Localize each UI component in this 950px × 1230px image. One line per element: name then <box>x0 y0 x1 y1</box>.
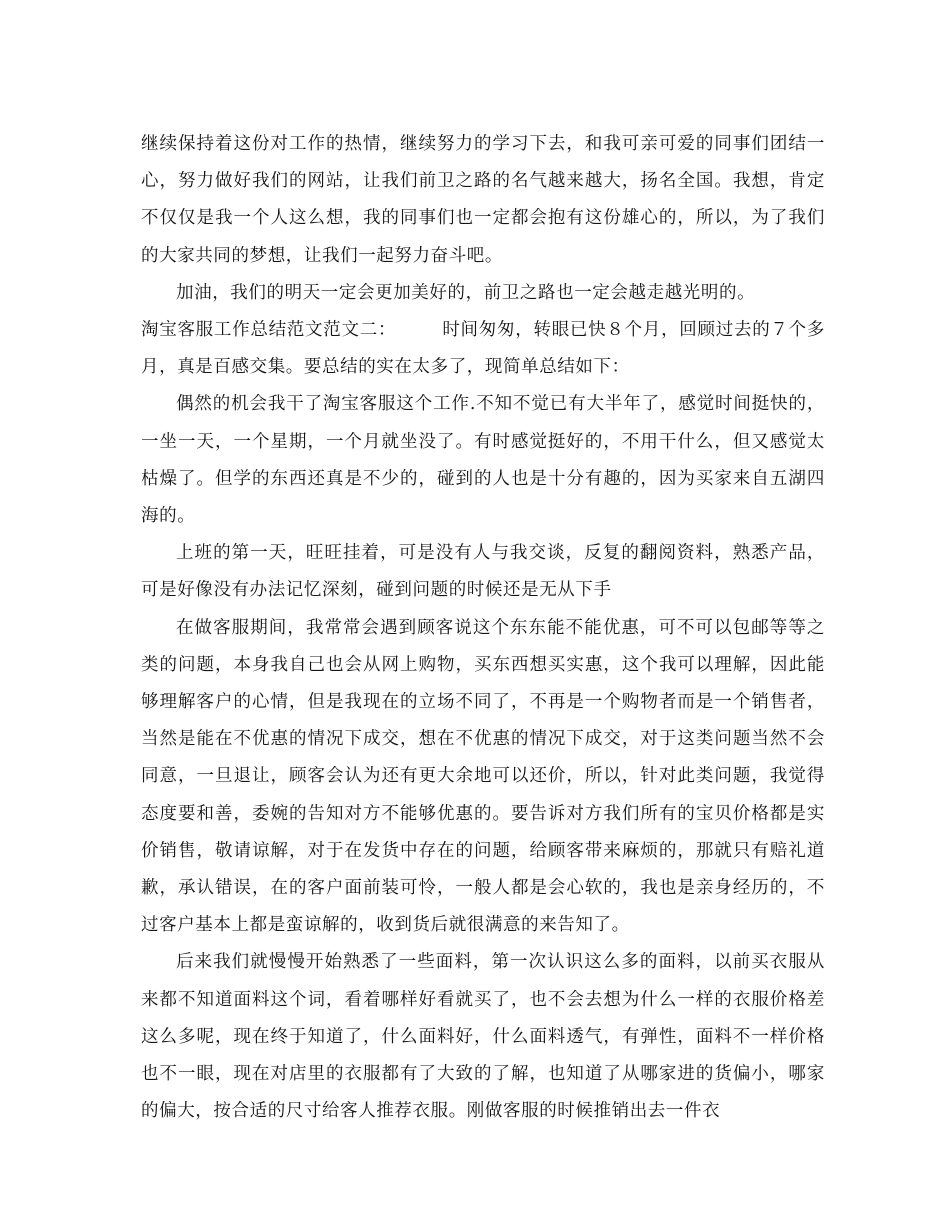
document-body <box>141 126 825 1130</box>
section-heading-paragraph <box>141 312 825 386</box>
paragraph-1: 继续保持着这份对工作的热情，继续努力的学习下去，和我可亲可爱的同事们团结一心，努力做好我们的网站，让我们前卫之路的名气越来越大，扬名全国。我想，肯定不仅仅是我一个人这么想，我的同事们也一定都会抱有这份雄心的，所以，为了我们的大家共同的梦想，让我们一起努力奋斗吧。 <box>141 134 825 266</box>
paragraph-4: 上班的第一天，旺旺挂着，可是没有人与我交谈，反复的翻阅资料，熟悉产品，可是好像没有办法记忆深刻，碰到问题的时候还是无从下手 <box>141 543 825 601</box>
section-intro: 时间匆匆，转眼已快８个月，回顾过去的７个多月，真是百感交集。要总结的实在太多了，现简单总结如下： <box>141 320 825 378</box>
paragraph-6: 后来我们就慢慢开始熟悉了一些面料，第一次认识这么多的面料，以前买衣服从来都不知道面料这个词，看着哪样好看就买了，也不会去想为什么一样的衣服价格差这么多呢，现在终于知道了，什么面料好，什么面料透气，有弹性，面料不一样价格也不一眼，现在对店里的衣服都有了大致的了解，也知道了从哪家进的货偏小，哪家的偏大，按合适的尺寸给客人推荐衣服。刚做客服的时候推销出去一件衣 <box>141 952 825 1122</box>
paragraph-5: 在做客服期间，我常常会遇到顾客说这个东东能不能优惠，可不可以包邮等等之类的问题，本身我自己也会从网上购物，买东西想买实惠，这个我可以理解，因此能够理解客户的心情，但是我现在的立场不同了，不再是一个购物者而是一个销售者，当然是能在不优惠的情况下成交，想在不优惠的情况下成交，对于这类问题当然不会同意，一旦退让，顾客会认为还有更大余地可以还价，所以，针对此类问题，我觉得态度要和善，委婉的告知对方不能够优惠的。要告诉对方我们所有的宝贝价格都是实价销售，敬请谅解，对于在发货中存在的问题，给顾客带来麻烦的，那就只有赔礼道歉，承认错误，在的客户面前装可怜，一般人都是会心软的，我也是亲身经历的，不过客户基本上都是蛮谅解的，收到货后就很满意的来告知了。 <box>141 617 825 936</box>
paragraph-3: 偶然的机会我干了淘宝客服这个工作.不知不觉已有大半年了，感觉时间挺快的，一坐一天，一个星期，一个月就坐没了。有时感觉挺好的，不用干什么，但又感觉太枯燥了。但学的东西还真是不少的，碰到的人也是十分有趣的，因为买家来自五湖四海的。 <box>141 394 825 527</box>
paragraph-2: 加油，我们的明天一定会更加美好的，前卫之路也一定会越走越光明的。 <box>176 282 756 303</box>
section-title: 淘宝客服工作总结范文范文二： <box>141 320 397 341</box>
